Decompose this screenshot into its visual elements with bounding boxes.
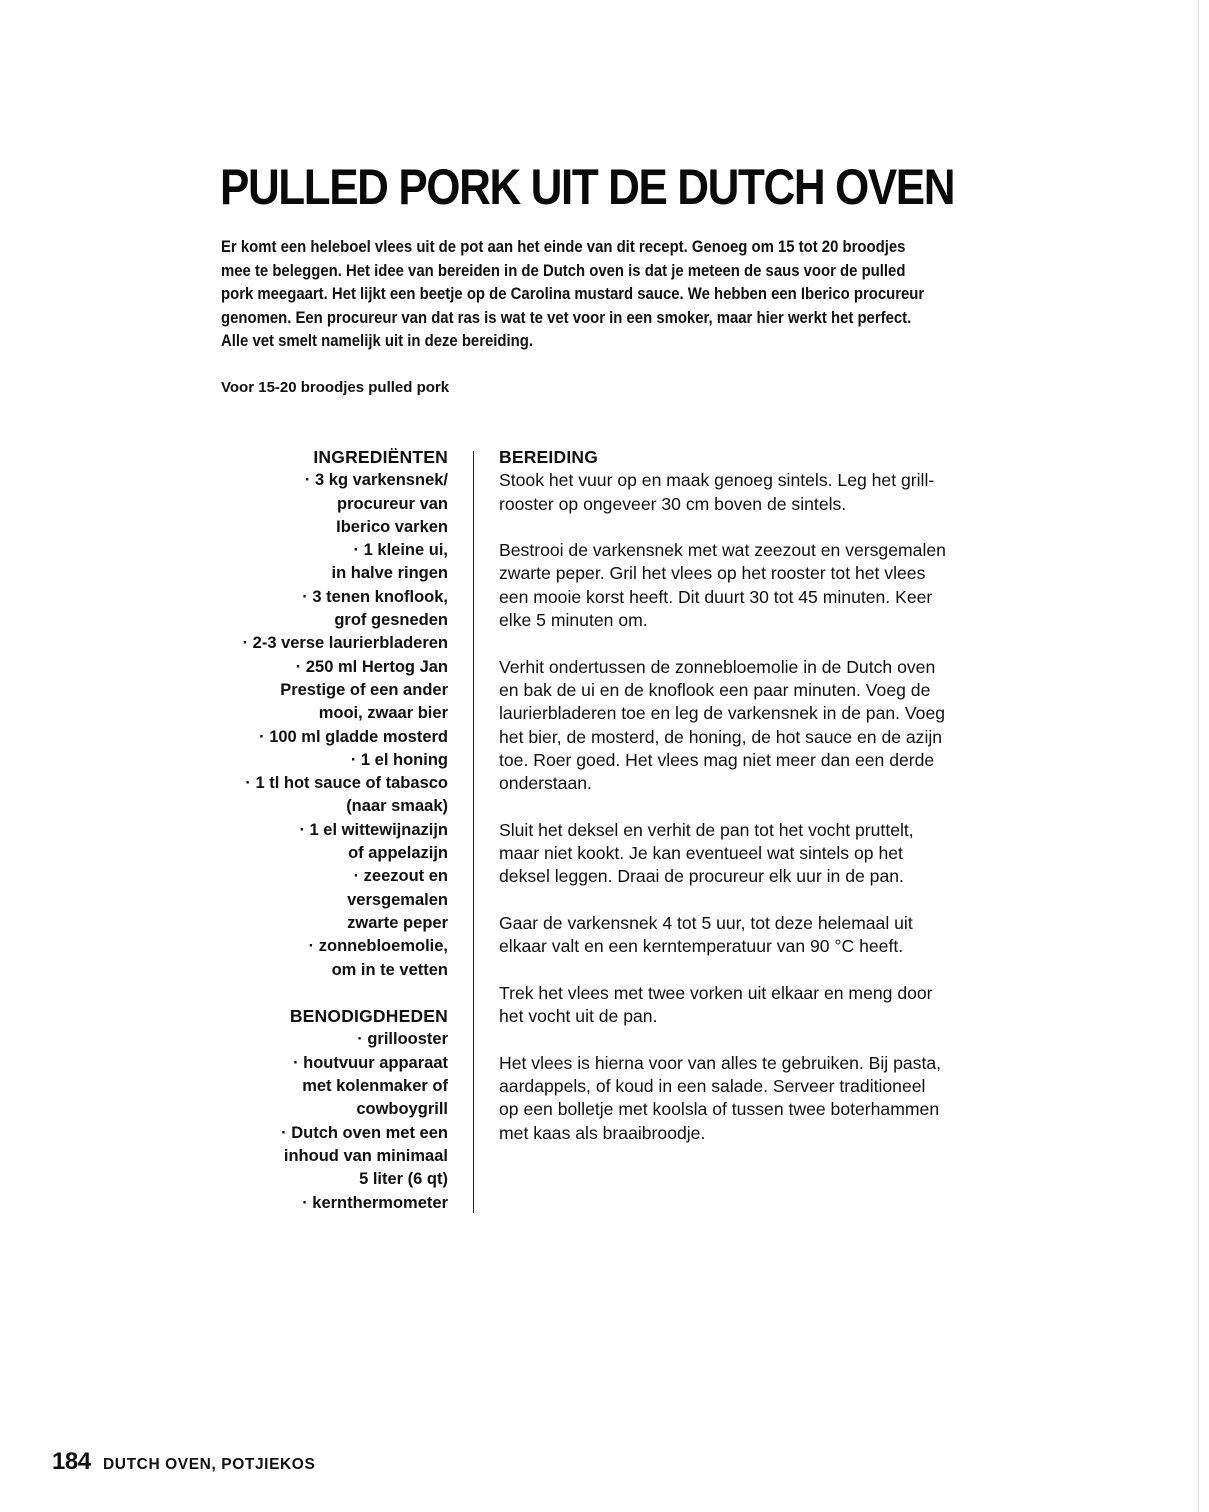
preparation-heading: BEREIDING: [499, 447, 599, 467]
equipment-line: inhoud van minimaal: [283, 1146, 448, 1165]
equipment-line: met kolenmaker of: [302, 1077, 448, 1096]
preparation-step: [499, 982, 999, 1029]
ingredient-line: grof gesneden: [334, 611, 448, 630]
ingredient-line: · 1 kleine ui,: [353, 541, 448, 560]
step-line: laurierbladeren toe en leg de varkensnek in de pan. Voeg: [499, 703, 946, 724]
page-footer: [52, 1448, 315, 1476]
ingredient-line: · 1 el wittewijnazijn: [299, 820, 448, 839]
equipment-line: 5 liter (6 qt): [359, 1170, 448, 1189]
page-edge-line: [1198, 0, 1199, 1512]
step-line: en bak de ui en de knoflook een paar minuten. Voeg de: [499, 679, 931, 700]
ingredient-line: · 2-3 verse laurierbladeren: [242, 634, 448, 653]
ingredient-line: mooi, zwaar bier: [318, 704, 448, 723]
section-gap: [190, 982, 448, 1005]
equipment-line: · kernthermometer: [302, 1193, 448, 1212]
equipment-line: · grillooster: [357, 1030, 448, 1049]
recipe-title: PULLED PORK UIT DE DUTCH OVEN: [220, 159, 955, 215]
page-number: 184: [52, 1448, 91, 1475]
intro-line: Er komt een heleboel vlees uit de pot aan het einde van dit recept. Genoeg om 15 tot 20 broodjes: [221, 238, 906, 256]
step-line: op een bolletje met koolsla of tussen twee boterhammen: [499, 1099, 940, 1120]
ingredient-line: · 3 kg varkensnek/: [304, 471, 448, 490]
equipment-line: cowboygrill: [356, 1100, 448, 1119]
step-line: Gaar de varkensnek 4 tot 5 uur, tot deze helemaal uit: [499, 912, 913, 933]
preparation-column: [499, 446, 999, 1168]
servings-note: Voor 15-20 broodjes pulled pork: [221, 379, 450, 396]
ingredient-line: (naar smaak): [346, 797, 448, 816]
step-line: elke 5 minuten om.: [499, 610, 648, 631]
preparation-step: [499, 1052, 999, 1145]
step-line: toe. Roer goed. Het vlees mag niet meer dan een derde: [499, 749, 935, 770]
step-line: deksel leggen. Draai de procureur elk uur in de pan.: [499, 866, 904, 887]
ingredient-line: · zonnebloemolie,: [308, 937, 448, 956]
ingredient-line: procureur van: [337, 494, 448, 513]
ingredient-line: · 100 ml gladde mosterd: [259, 727, 448, 746]
step-line: aardappels, of koud in een salade. Serveer traditioneel: [499, 1076, 926, 1097]
step-line: een mooie korst heeft. Dit duurt 30 tot 45 minuten. Keer: [499, 586, 933, 607]
ingredients-heading: INGREDIËNTEN: [313, 447, 448, 467]
ingredient-line: in halve ringen: [331, 564, 448, 583]
ingredient-line: · 1 el honing: [350, 750, 448, 769]
preparation-step: [499, 469, 999, 516]
intro-line: Alle vet smelt namelijk uit in deze bereiding.: [221, 332, 534, 350]
step-line: met kaas als braaibroodje.: [499, 1122, 706, 1143]
step-line: Bestrooi de varkensnek met wat zeezout en versgemalen: [499, 540, 946, 561]
equipment-heading: BENODIGDHEDEN: [289, 1006, 448, 1027]
intro-line: mee te beleggen. Het idee van bereiden in de Dutch oven is dat je meteen de saus voor de pulled: [221, 261, 906, 280]
column-divider: [473, 451, 474, 1213]
preparation-step: [499, 912, 999, 959]
ingredient-line: Prestige of een ander: [280, 680, 448, 699]
preparation-step: [499, 819, 999, 889]
step-line: het bier, de mosterd, de honing, de hot sauce en de azijn: [499, 726, 943, 747]
intro-line: genomen. Een procureur van dat ras is wat te vet voor in een smoker, maar hier werkt het perfect.: [221, 308, 912, 327]
step-line: elkaar valt en een kerntemperatuur van 90 °C heeft.: [499, 936, 904, 957]
step-line: zwarte peper. Gril het vlees op het rooster tot het vlees: [499, 563, 926, 584]
ingredient-line: · 3 tenen knoflook,: [302, 587, 448, 606]
ingredient-line: · zeezout en: [353, 867, 448, 886]
step-line: onderstaan.: [499, 773, 592, 794]
ingredient-line: zwarte peper: [347, 913, 448, 932]
step-line: Stook het vuur op en maak genoeg sintels. Leg het grill-: [499, 470, 935, 491]
ingredient-line: · 1 tl hot sauce of tabasco: [245, 774, 448, 793]
intro-line: pork meegaart. Het lijkt een beetje op de Carolina mustard sauce. We hebben een Iberico procureur: [221, 285, 925, 303]
preparation-step: [499, 539, 999, 632]
step-line: Verhit ondertussen de zonnebloemolie in de Dutch oven: [499, 656, 936, 677]
step-line: Sluit het deksel en verhit de pan tot het vocht pruttelt,: [499, 819, 914, 840]
equipment-line: · Dutch oven met een: [281, 1123, 448, 1142]
ingredient-line: · 250 ml Hertog Jan: [295, 657, 448, 676]
step-line: Trek het vlees met twee vorken uit elkaar en meng door: [499, 982, 933, 1003]
ingredient-line: versgemalen: [347, 890, 448, 909]
step-line: Het vlees is hierna voor van alles te gebruiken. Bij pasta,: [499, 1052, 942, 1073]
step-line: het vocht uit de pan.: [499, 1006, 658, 1027]
recipe-intro: [221, 236, 939, 354]
section-name: DUTCH OVEN, POTJIEKOS: [103, 1456, 316, 1473]
ingredients-column: [190, 446, 448, 1215]
equipment-line: · houtvuur apparaat: [293, 1053, 448, 1072]
step-line: rooster op ongeveer 30 cm boven de sintels.: [499, 493, 847, 514]
ingredient-line: Iberico varken: [336, 517, 448, 536]
ingredient-line: om in te vetten: [331, 960, 448, 979]
preparation-step: [499, 656, 999, 796]
ingredient-line: of appelazijn: [348, 844, 448, 863]
step-line: maar niet kookt. Je kan eventueel wat sintels op het: [499, 843, 903, 864]
